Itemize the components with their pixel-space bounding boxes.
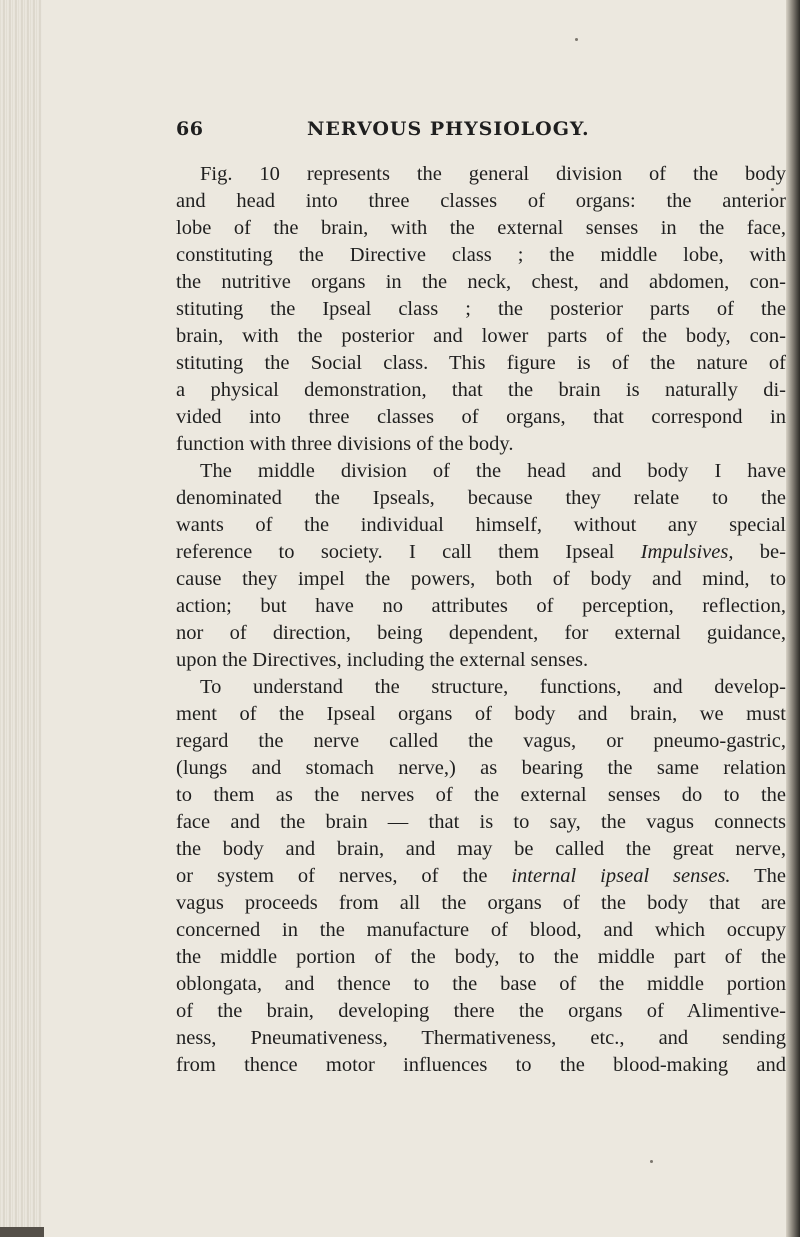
text-line: the middle portion of the body, to the middle part of the	[176, 946, 786, 968]
text-line: concerned in the manufacture of blood, and which occupy	[176, 919, 786, 941]
bottom-left-shadow	[0, 1227, 44, 1237]
text-line: face and the brain — that is to say, the vagus connects	[176, 811, 786, 833]
text-line: (lungs and stomach nerve,) as bearing the same relation	[176, 757, 786, 779]
header-title: NERVOUS PHYSIOLOGY.	[307, 118, 590, 140]
body-text	[176, 161, 786, 1079]
text-line	[176, 863, 786, 890]
text-line: regard the nerve called the vagus, or pneumo-gastric,	[176, 730, 786, 752]
text-line: function with three divisions of the body.	[176, 433, 514, 455]
text-segment: reference to society. I call them Ipseal	[176, 541, 641, 563]
page-number: 66	[176, 118, 204, 140]
emphasis-text: Impulsives,	[640, 541, 734, 563]
text-line: the body and brain, and may be called the great nerve,	[176, 838, 786, 860]
text-line: from thence motor influences to the blood-making and	[176, 1054, 786, 1076]
text-line: To understand the structure, functions, and develop-	[200, 676, 786, 698]
text-line: Fig. 10 represents the general division of the body	[200, 163, 786, 185]
text-line: constituting the Directive class ; the middle lobe, with	[176, 244, 786, 266]
text-line: and head into three classes of organs: the anterior	[176, 190, 786, 212]
text-line: wants of the individual himself, without any special	[176, 514, 786, 536]
page-edge-left	[0, 0, 42, 1237]
text-line: brain, with the posterior and lower parts of the body, con-	[176, 325, 786, 347]
text-segment: The	[730, 865, 786, 887]
text-line: upon the Directives, including the external senses.	[176, 649, 589, 671]
text-segment: be-	[733, 541, 786, 563]
text-line: action; but have no attributes of perception, reflection,	[176, 595, 786, 617]
text-line: oblongata, and thence to the base of the middle portion	[176, 973, 786, 995]
text-line: ness, Pneumativeness, Thermativeness, etc., and sending	[176, 1027, 786, 1049]
text-line: lobe of the brain, with the external senses in the face,	[176, 217, 786, 239]
text-line: nor of direction, being dependent, for external guidance,	[176, 622, 786, 644]
text-line: ment of the Ipseal organs of body and brain, we must	[176, 703, 786, 725]
text-line: vagus proceeds from all the organs of the body that are	[176, 892, 786, 914]
text-line: the nutritive organs in the neck, chest, and abdomen, con-	[176, 271, 786, 293]
text-line: stituting the Social class. This figure is of the nature of	[176, 352, 786, 374]
text-line: stituting the Ipseal class ; the posterior parts of the	[176, 298, 786, 320]
text-line: The middle division of the head and body I have	[200, 460, 786, 482]
running-head	[176, 118, 786, 144]
page-edge-right	[786, 0, 800, 1237]
text-line: to them as the nerves of the external senses do to the	[176, 784, 786, 806]
text-line: cause they impel the powers, both of body and mind, to	[176, 568, 786, 590]
speck	[575, 38, 578, 41]
speck	[650, 1160, 653, 1163]
text-line: denominated the Ipseals, because they relate to the	[176, 487, 786, 509]
text-line: of the brain, developing there the organs of Alimentive-	[176, 1000, 786, 1022]
text-segment: or system of nerves, of the	[176, 865, 512, 887]
text-line: a physical demonstration, that the brain is naturally di-	[176, 379, 786, 401]
text-line	[176, 539, 786, 566]
text-line: vided into three classes of organs, that correspond in	[176, 406, 786, 428]
emphasis-text: internal ipseal senses.	[511, 865, 731, 887]
